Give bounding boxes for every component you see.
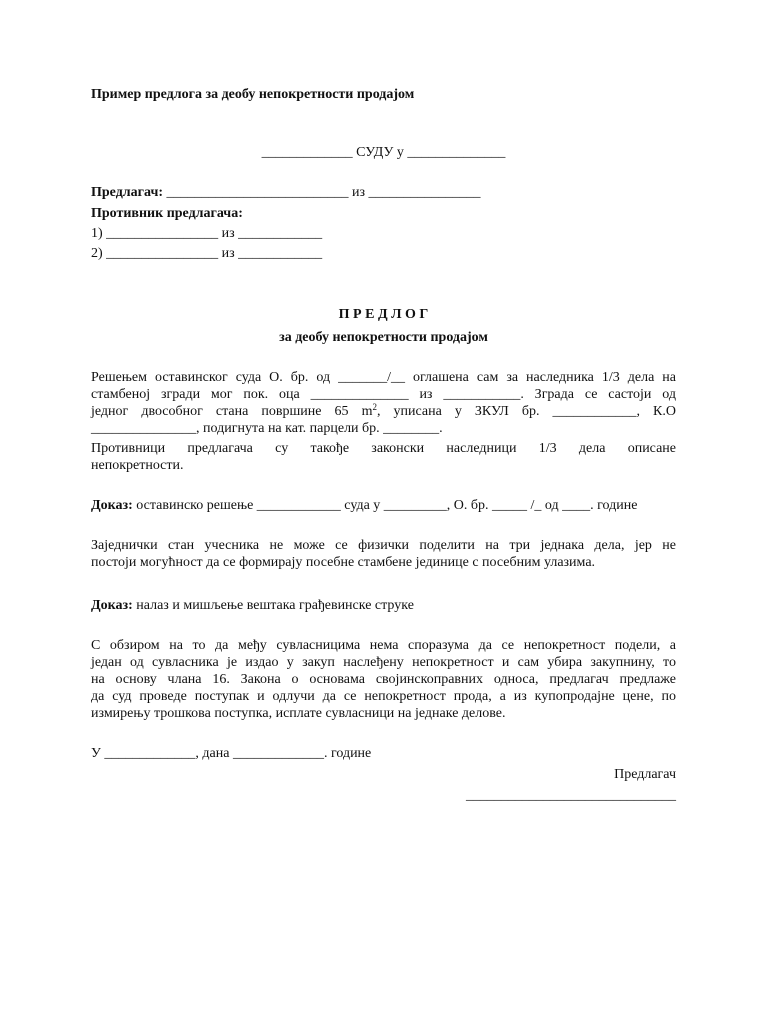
paragraph-line: Решењем оставинског суда О. бр. од _______/__ оглашена сам за наследника 1/3 дела на xyxy=(91,370,676,385)
document-title: Пример предлога за деобу непокретности продајом xyxy=(91,87,415,102)
petitioner-label: Предлагач: xyxy=(91,185,163,200)
paragraph-line: измирењу трошкова поступка, исплате сувласници на једнаке делове. xyxy=(91,706,506,721)
paragraph-line: С обзиром на то да међу сувласницима нема споразума да се непокретност подели, а xyxy=(91,638,676,653)
petitioner-line xyxy=(91,184,481,202)
court-address-line: _____________ СУДУ у ______________ xyxy=(261,145,506,160)
paragraph-line: Противници предлагача су такође законски наследници 1/3 дела описане xyxy=(91,441,676,456)
paragraph-line: на основу члана 16. Закона о основама својинскоправних односа, предлагач предлаже xyxy=(91,672,676,687)
place-date-line: У _____________, дана _____________. године xyxy=(91,746,372,761)
opponent-1-line: 1) ________________ из ____________ xyxy=(91,226,323,241)
area-exponent: 2 xyxy=(372,402,377,412)
opponents-label: Противник предлагача: xyxy=(91,206,243,221)
proof-expert-line xyxy=(91,597,414,615)
paragraph-line: Заједнички стан учесника не може се физички поделити на три једнака дела, јер не xyxy=(91,538,676,553)
document-page xyxy=(91,0,676,1024)
paragraph-line: непокретности. xyxy=(91,458,184,473)
paragraph-line: _______________, подигнута на кат. парцели бр. ________. xyxy=(91,421,443,436)
paragraph-line: стамбеној згради мог пок. оца ______________ из ___________. Зграда се састоји од xyxy=(91,387,676,402)
document-heading: П Р Е Д Л О Г xyxy=(338,307,429,322)
document-subheading: за деобу непокретности продајом xyxy=(279,330,488,345)
opponent-2-line: 2) ________________ из ____________ xyxy=(91,246,323,261)
proof-label: Доказ: xyxy=(91,498,133,513)
paragraph-line: да суд проведе поступак и одлучи да се непокретност прода, а из купопродајне цене, по xyxy=(91,689,676,704)
paragraph-line: постоји могућност да се формирају посебне стамбене јединице с посебним улазима. xyxy=(91,555,596,570)
signature-label: Предлагач xyxy=(614,767,676,782)
petitioner-blank: __________________________ из ________________ xyxy=(163,185,481,200)
proof-label: Доказ: xyxy=(91,598,133,613)
area-text: једног двособног стана површине 65 m xyxy=(91,404,373,419)
paragraph-line: један од сувласника је издао у закуп наслеђену непокретност и сам убира закупнину, то xyxy=(91,655,676,670)
registry-text: , уписана у ЗКУЛ бр. ____________, К.О xyxy=(376,404,677,419)
paragraph-line xyxy=(91,403,676,421)
proof-text: оставинско решење ____________ суда у _________, О. бр. _____ /_ од ____. године xyxy=(132,498,638,513)
proof-text: налаз и мишљење вештака грађевинске струке xyxy=(132,598,414,613)
proof-inheritance-line xyxy=(91,497,637,515)
signature-line: ______________________________ xyxy=(466,788,676,803)
